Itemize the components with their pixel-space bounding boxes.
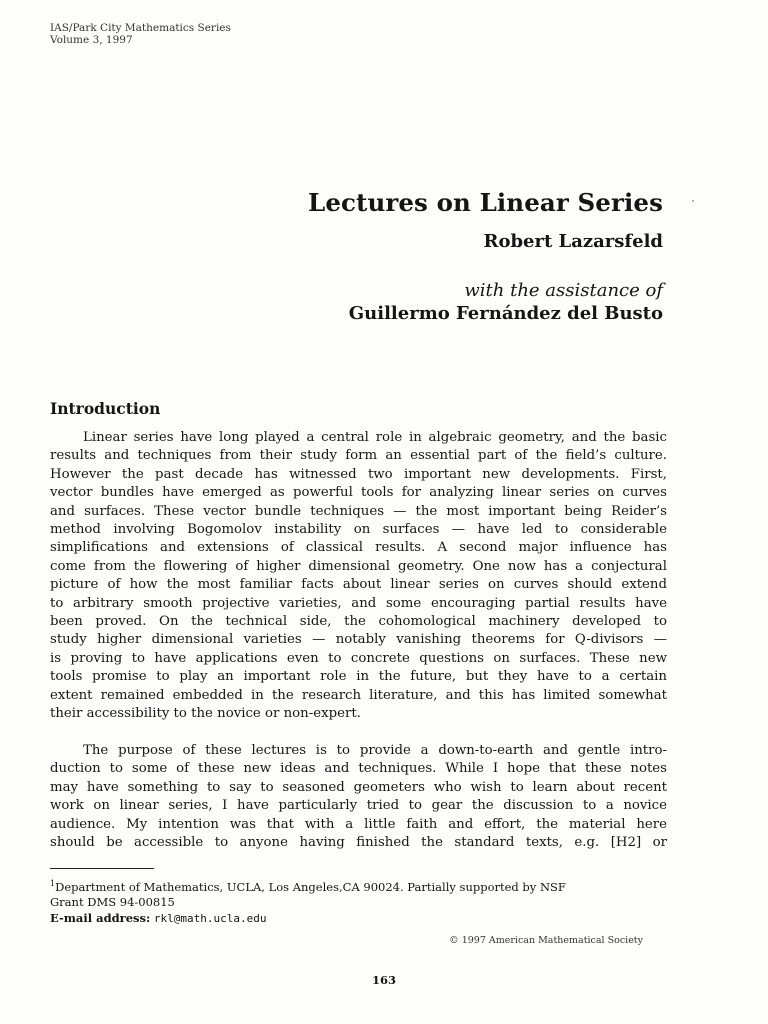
- text-line: Linear series have long played a central role in algebraic geometry, and the basic: [83, 430, 667, 445]
- text-line: come from the flowering of higher dimensional geometry. One now has a conjectural: [50, 558, 667, 574]
- paragraph-2: [50, 742, 667, 852]
- copyright-notice: © 1997 American Mathematical Society: [449, 935, 643, 946]
- text-line: audience. My intention was that with a little faith and effort, the material here: [50, 816, 667, 832]
- footnote-mark: 1: [50, 879, 56, 888]
- scan-speck: [692, 200, 694, 202]
- text-line: duction to some of these new ideas and techniques. While I hope that these notes: [50, 761, 667, 777]
- text-line: simplifications and extensions of classical results. A second major influence has: [50, 540, 667, 556]
- text-line: However the past decade has witnessed two important new developments. First,: [50, 466, 667, 482]
- author-name: Robert Lazarsfeld: [483, 231, 663, 252]
- paragraph-1: [50, 429, 667, 724]
- text-line: The purpose of these lectures is to provide a down-to-earth and gentle intro-: [83, 743, 667, 758]
- footnote-rule: [50, 868, 154, 869]
- footnote-affiliation: Department of Mathematics, UCLA, Los Angeles,CA 90024. Partially supported by NSF: [55, 879, 566, 894]
- text-line: study higher dimensional varieties — notably vanishing theorems for Q-divisors —: [50, 632, 667, 648]
- series-name: IAS/Park City Mathematics Series: [50, 22, 231, 34]
- section-heading: Introduction: [50, 399, 161, 418]
- series-header: [50, 22, 231, 46]
- email-address: rkl@math.ucla.edu: [153, 911, 267, 925]
- text-line: to arbitrary smooth projective varieties, and some encouraging partial results have: [50, 595, 667, 611]
- text-line: and surfaces. These vector bundle techniques — the most important being Reider’s: [50, 503, 667, 519]
- email-label: E-mail address:: [50, 910, 151, 925]
- text-line: been proved. On the technical side, the cohomological machinery developed to: [50, 614, 667, 630]
- text-line: may have something to say to seasoned geometers who wish to learn about recent: [50, 779, 667, 795]
- footnote-grant: Grant DMS 94-00815: [50, 895, 175, 910]
- text-line: picture of how the most familiar facts about linear series on curves should extend: [50, 577, 667, 593]
- assistance-line: with the assistance of: [464, 280, 663, 301]
- text-line: work on linear series, I have particularly tried to gear the discussion to a novice: [50, 798, 667, 814]
- text-line: their accessibility to the novice or non-expert.: [50, 706, 361, 722]
- volume-info: Volume 3, 1997: [50, 34, 133, 46]
- text-line: results and techniques from their study form an essential part of the field’s culture.: [50, 448, 667, 464]
- text-line: tools promise to play an important role in the future, but they have to a certain: [50, 669, 667, 685]
- page-number: 163: [371, 973, 396, 987]
- text-line: method involving Bogomolov instability on surfaces — have led to considerable: [50, 522, 667, 538]
- text-line: extent remained embedded in the research literature, and this has limited somewhat: [50, 687, 667, 703]
- text-line: is proving to have applications even to concrete questions on surfaces. These new: [50, 650, 667, 666]
- paper-title: Lectures on Linear Series: [308, 188, 663, 217]
- footnote: [50, 876, 667, 926]
- assistant-name: Guillermo Fernández del Busto: [348, 303, 663, 324]
- text-line: should be accessible to anyone having finished the standard texts, e.g. [H2] or: [50, 835, 667, 851]
- text-line: vector bundles have emerged as powerful tools for analyzing linear series on curves: [50, 485, 667, 501]
